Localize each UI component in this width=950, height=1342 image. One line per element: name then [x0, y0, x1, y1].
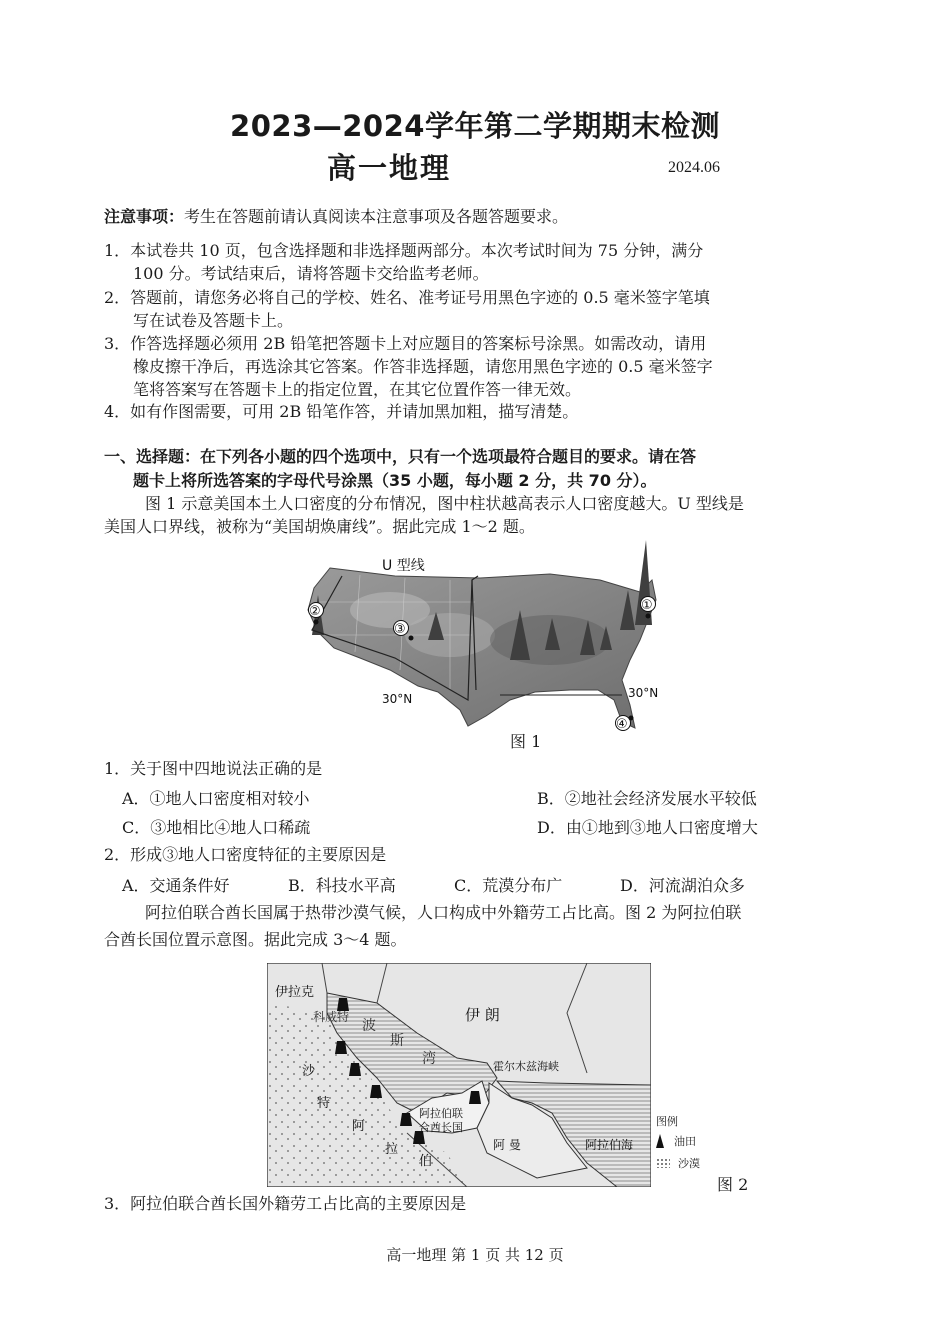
- label-oman: 阿 曼: [493, 1138, 521, 1152]
- q2-option-c: C．荒漠分布广: [454, 876, 563, 895]
- q1-option-a: A．①地人口密度相对较小: [122, 789, 310, 808]
- q1-option-c: C．③地相比④地人口稀疏: [122, 818, 311, 837]
- notice-item-3-line-1: 3．作答选择题必须用 2B 铅笔把答题卡上对应题目的答案标号涂黑。如需改动，请用: [104, 334, 707, 353]
- stem2-line-2: 合酋长国位置示意图。据此完成 3～4 题。: [104, 930, 407, 949]
- u-line-label: U 型线: [382, 558, 425, 574]
- exam-subject: 高一地理: [327, 151, 452, 185]
- oil-field-icon: [656, 1134, 664, 1148]
- notice-heading: 注意事项：: [104, 207, 185, 226]
- lat-label-left: 30°N: [382, 692, 413, 706]
- label-saudi-3: 阿: [352, 1119, 366, 1134]
- figure-2-legend: [656, 1113, 716, 1171]
- svg-text:③: ③: [394, 622, 406, 637]
- label-uae-2: 合酋长国: [419, 1121, 463, 1134]
- stem1-line-1: 图 1 示意美国本土人口密度的分布情况，图中柱状越高表示人口密度越大。U 型线是: [145, 494, 744, 513]
- section-heading-line-1: 一、选择题：在下列各小题的四个选项中，只有一个选项最符合题目的要求。请在答: [104, 447, 697, 466]
- label-saudi-4: 拉: [385, 1142, 399, 1157]
- notice-item-3-line-3: 笔将答案写在答题卡上的指定位置，在其它位置作答一律无效。: [133, 380, 582, 399]
- lat-label-right: 30°N: [628, 686, 659, 700]
- figure-2-uae-map: [267, 963, 651, 1187]
- label-saudi-2: 特: [317, 1096, 331, 1111]
- notice-intro: [104, 206, 568, 228]
- label-iran: 伊 朗: [465, 1006, 500, 1024]
- notice-item-4-line-1: 4．如有作图需要，可用 2B 铅笔作答，并请加黑加粗，描写清楚。: [104, 402, 579, 421]
- q3-stem: 3．阿拉伯联合酋长国外籍劳工占比高的主要原因是: [104, 1194, 467, 1213]
- marker-4: [616, 716, 634, 733]
- label-kuwait: 科威特: [313, 1010, 350, 1024]
- q2-option-b: B．科技水平高: [288, 876, 396, 895]
- legend-desert: 沙漠: [678, 1157, 700, 1170]
- label-hormuz: 霍尔木兹海峡: [493, 1060, 559, 1073]
- q2-stem: 2．形成③地人口密度特征的主要原因是: [104, 845, 387, 864]
- label-uae-1: 阿拉伯联: [419, 1107, 463, 1120]
- stem2-line-1: 阿拉伯联合酋长国属于热带沙漠气候，人口构成中外籍劳工占比高。图 2 为阿拉伯联: [145, 903, 742, 922]
- notice-item-1-line-1: 1．本试卷共 10 页，包含选择题和非选择题两部分。本次考试时间为 75 分钟，满分: [104, 241, 704, 260]
- label-iraq: 伊拉克: [275, 985, 315, 1000]
- label-saudi-1: 沙: [302, 1064, 316, 1079]
- label-sea: 阿拉伯海: [585, 1138, 634, 1152]
- stem1-line-2: 美国人口界线，被称为“美国胡焕庸线”。据此完成 1～2 题。: [104, 517, 535, 536]
- legend-oil: 油田: [674, 1135, 696, 1148]
- figure-2-caption: 图 2: [717, 1175, 749, 1194]
- figure-1-caption: 图 1: [510, 732, 542, 751]
- desert-icon: [656, 1158, 670, 1168]
- label-gulf-3: 湾: [422, 1051, 436, 1067]
- q1-option-d: D．由①地到③地人口密度增大: [537, 818, 758, 837]
- figure-1-usa-map: [300, 540, 670, 740]
- notice-intro-text: 考生在答题前请认真阅读本注意事项及各题答题要求。: [184, 207, 569, 226]
- svg-text:④: ④: [616, 717, 628, 732]
- q1-option-b: B．②地社会经济发展水平较低: [537, 789, 757, 808]
- exam-title: 2023—2024学年第二学期期末检测: [230, 109, 720, 143]
- label-gulf-1: 波: [362, 1018, 376, 1034]
- notice-item-1-line-2: 100 分。考试结束后，请将答题卡交给监考老师。: [133, 264, 489, 283]
- exam-date: 2024.06: [668, 159, 720, 176]
- q2-option-a: A．交通条件好: [122, 876, 230, 895]
- label-saudi-5: 伯: [419, 1154, 433, 1169]
- legend-title: 图例: [656, 1115, 678, 1128]
- notice-item-2-line-1: 2．答题前，请您务必将自己的学校、姓名、准考证号用黑色字迹的 0.5 毫米签字笔填: [104, 288, 710, 307]
- notice-item-2-line-2: 写在试卷及答题卡上。: [133, 311, 294, 330]
- q2-option-d: D．河流湖泊众多: [620, 876, 745, 895]
- page-footer: 高一地理 第 1 页 共 12 页: [386, 1246, 564, 1264]
- svg-text:①: ①: [641, 598, 653, 613]
- notice-item-3-line-2: 橡皮擦干净后，再选涂其它答案。作答非选择题，请您用黑色字迹的 0.5 毫米签字: [133, 357, 713, 376]
- section-heading-line-2: 题卡上将所选答案的字母代号涂黑（35 小题，每小题 2 分，共 70 分）。: [133, 471, 657, 490]
- label-gulf-2: 斯: [390, 1033, 404, 1049]
- q1-stem: 1．关于图中四地说法正确的是: [104, 759, 323, 778]
- svg-text:②: ②: [309, 604, 321, 619]
